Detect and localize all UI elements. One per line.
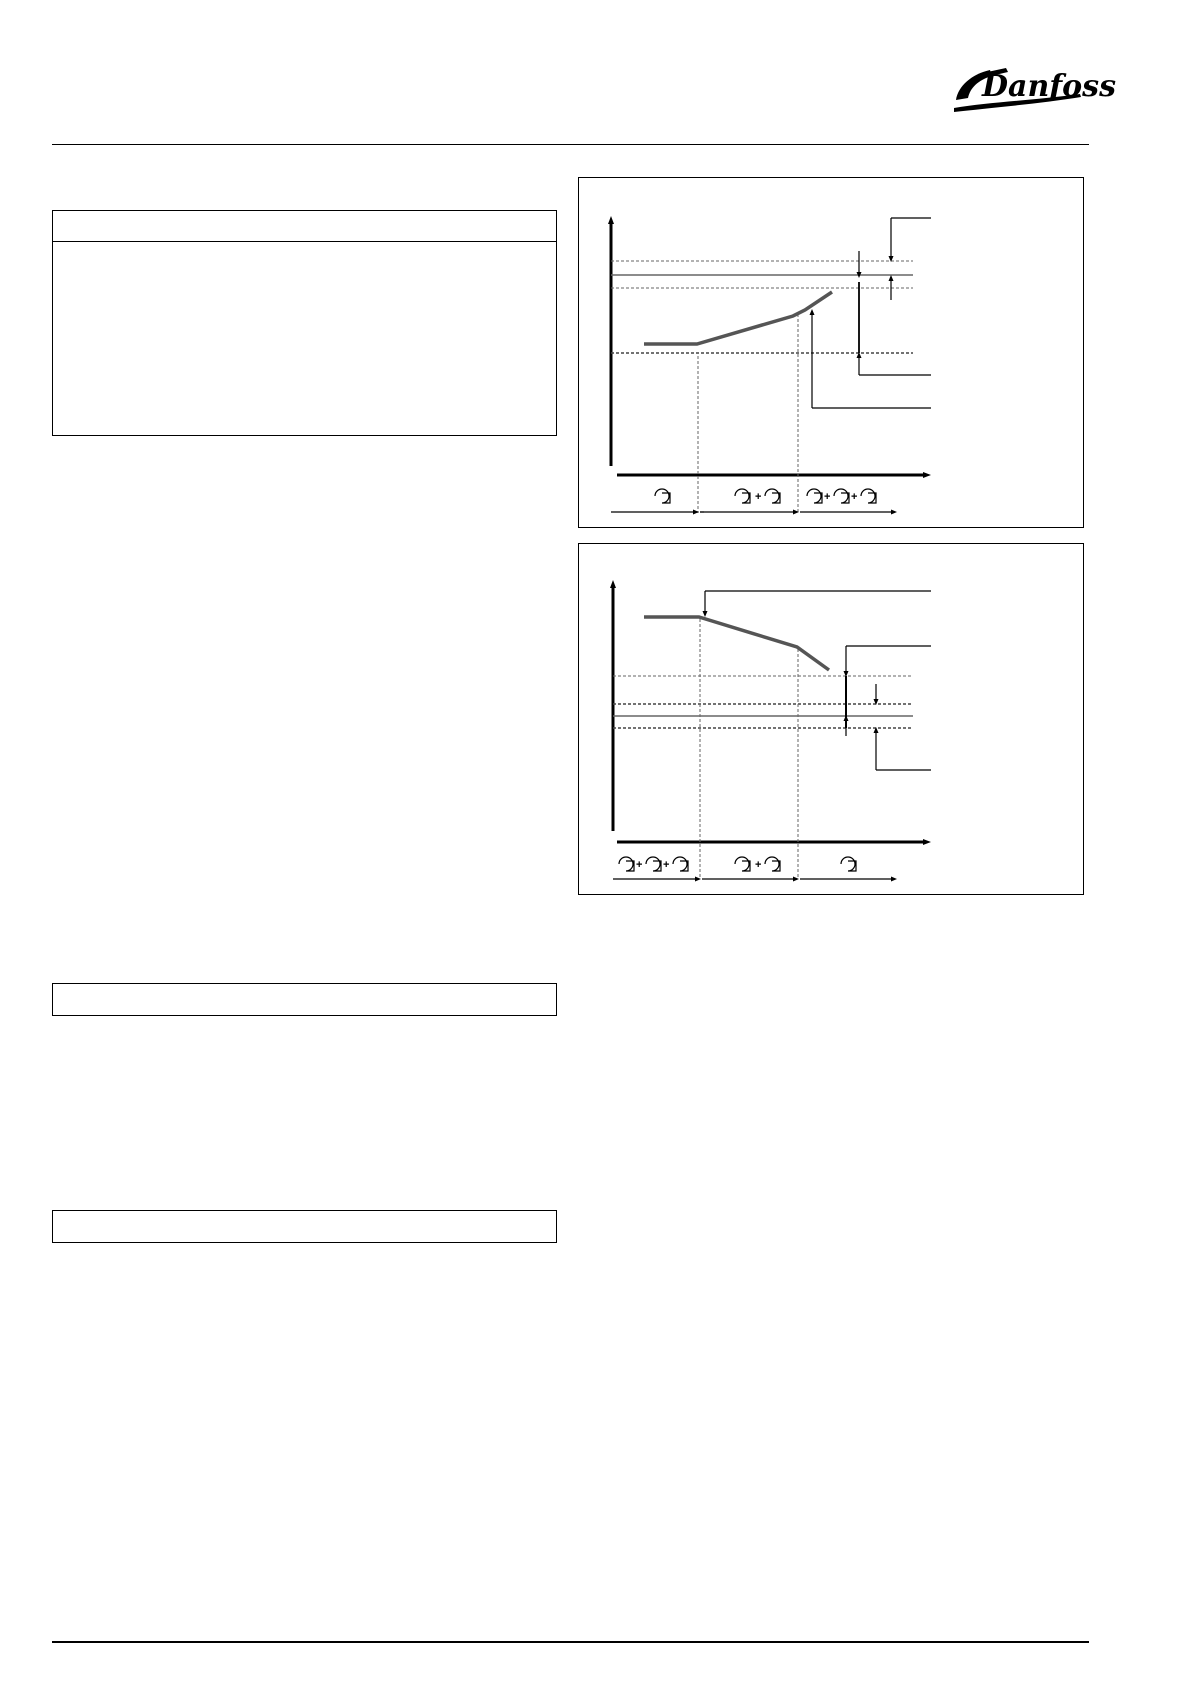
compressor-icon bbox=[735, 489, 750, 503]
compressor-icon bbox=[861, 489, 876, 503]
capacity-falling-diagram bbox=[578, 543, 1084, 895]
compressor-icon bbox=[646, 857, 661, 871]
section-box-2 bbox=[52, 1210, 557, 1243]
compressor-icon bbox=[619, 857, 634, 871]
compressor-icon bbox=[655, 489, 670, 503]
plus-icon: + bbox=[663, 859, 670, 871]
info-box bbox=[52, 210, 557, 436]
compressor-icon bbox=[807, 489, 822, 503]
plus-icon: + bbox=[851, 491, 858, 503]
danfoss-logo bbox=[948, 56, 1116, 122]
capacity-curve bbox=[644, 617, 829, 670]
svg-text:Danfoss: Danfoss bbox=[982, 69, 1116, 104]
capacity-curve bbox=[644, 292, 832, 344]
plus-icon: + bbox=[755, 491, 762, 503]
plus-icon: + bbox=[636, 859, 643, 871]
header-rule bbox=[52, 144, 1089, 145]
compressor-icon bbox=[735, 857, 750, 871]
capacity-rising-diagram bbox=[578, 177, 1084, 528]
compressor-icon bbox=[841, 857, 856, 871]
compressor-icon bbox=[765, 857, 780, 871]
plus-icon: + bbox=[755, 859, 762, 871]
section-box-1 bbox=[52, 983, 557, 1016]
compressor-icon bbox=[834, 489, 849, 503]
info-box-header bbox=[53, 211, 556, 242]
compressor-icon bbox=[673, 857, 688, 871]
footer-rule bbox=[52, 1641, 1089, 1643]
plus-icon: + bbox=[824, 491, 831, 503]
compressor-icon bbox=[765, 489, 780, 503]
